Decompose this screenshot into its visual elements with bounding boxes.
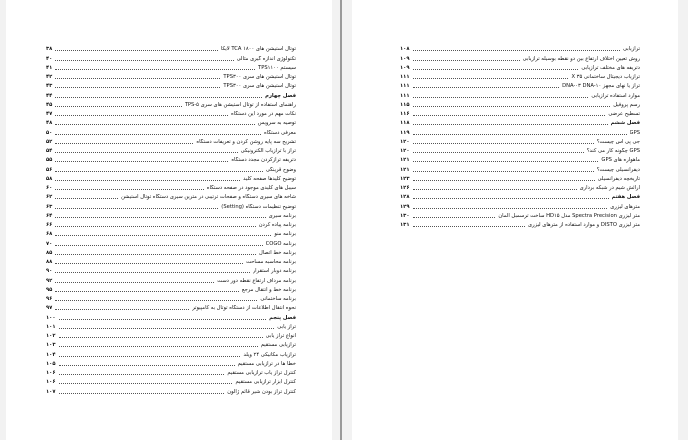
dot-leader [413, 106, 611, 107]
dot-leader [55, 69, 255, 70]
dot-leader [55, 282, 214, 283]
dot-leader [55, 87, 220, 88]
toc-entry-title: سیبل های کلیدی موجود در صفحه دستگاه [206, 185, 296, 191]
toc-entry-title: راهنمای استفاده از توتال استیشن های سری TPS-۵ [184, 101, 296, 108]
dot-leader [413, 124, 608, 125]
toc-entry [46, 192, 296, 201]
chapter-heading-entry [400, 192, 640, 201]
toc-page-number: ۴۸ [46, 120, 53, 127]
dot-leader [59, 346, 258, 347]
toc-entry [46, 164, 296, 173]
toc-page-number: ۶۸ [46, 231, 53, 238]
toc-entry-title: ارائش شیم در شبکه برداری [579, 185, 640, 191]
dot-leader [55, 217, 265, 218]
toc-entry-title: توتال استیشن های سری TPS۳۰۰ [223, 74, 296, 80]
toc-entry [46, 386, 296, 395]
toc-page-number: ۱۱۱ [400, 83, 410, 90]
toc-entry [46, 349, 296, 358]
toc-entry [46, 294, 296, 303]
toc-entry-title: فصل ششم [610, 120, 640, 127]
toc-page-number: ۱۲۰ [400, 148, 410, 154]
dot-leader [55, 208, 218, 209]
dot-leader [59, 393, 225, 394]
toc-entry-title: انواع تراز یابی [265, 333, 296, 339]
toc-entry-title: برنامه خط اتصال [258, 249, 296, 256]
toc-entry-title: جی پی اس چیست؟ [596, 138, 640, 145]
toc-page-number: ۵۶ [46, 166, 53, 173]
toc-page-number: ۱۲۸ [400, 194, 410, 201]
toc-page-number: ۷۰ [46, 240, 53, 247]
dot-leader [55, 226, 255, 227]
toc-page-number: ۴۴ [46, 92, 53, 99]
toc-page-number: ۸۸ [46, 259, 53, 265]
toc-page-number: ۹۶ [46, 296, 53, 302]
toc-entry [46, 81, 296, 90]
dot-leader [413, 180, 595, 181]
toc-entry-title: کنترل تراز بودن شیر قائم ژالون [227, 388, 296, 395]
toc-entry [46, 155, 296, 164]
toc-entry-title: دتریفه ترازکردن مجدد دستگاه [231, 157, 296, 164]
dot-leader [413, 87, 560, 88]
dot-leader [413, 217, 496, 218]
toc-entry [46, 377, 296, 386]
toc-entry-title: GPS چگونه کار می کند؟ [586, 148, 640, 154]
toc-entry [46, 137, 296, 146]
toc-entry [46, 238, 296, 247]
dot-leader [55, 291, 239, 292]
dot-leader [55, 180, 240, 181]
dot-leader [413, 97, 589, 98]
right-toc [400, 44, 640, 229]
dot-leader [413, 161, 599, 162]
toc-entry-title: موارد استفاده ترازیابی [591, 92, 640, 99]
dot-leader [59, 365, 235, 366]
dot-leader [55, 245, 262, 246]
toc-entry [46, 211, 296, 220]
dot-leader [55, 235, 271, 236]
toc-page-number: ۱۱۹ [400, 129, 410, 136]
toc-page-number: ۶۴ [46, 212, 53, 219]
right-page [352, 0, 678, 440]
dot-leader [55, 198, 118, 199]
dot-leader [55, 309, 189, 310]
toc-entry-title: ترازیابی مستقیم [260, 342, 296, 349]
toc-page-number: ۱۲۶ [400, 185, 410, 191]
toc-entry-title: نحوه انتقال اطلاعات از دستگاه توتال به کامپیوتر [192, 305, 296, 312]
dot-leader [55, 97, 262, 98]
toc-entry-title: فصل چهارم [265, 92, 296, 99]
toc-entry [46, 303, 296, 312]
toc-entry-title: تراز یا نهای مجهز DNA-۰۳ DNA-۱۰ [562, 83, 640, 90]
toc-entry-title: GPS [629, 129, 640, 136]
dot-leader [59, 374, 225, 375]
toc-entry-title: خطا ها در ترازیابی مستقیم [237, 360, 296, 367]
toc-entry-title: برنامه COGO [265, 240, 296, 247]
toc-entry [400, 201, 640, 210]
dot-leader [55, 161, 228, 162]
chapter-heading-entry [46, 90, 296, 99]
dot-leader [55, 106, 181, 107]
toc-page-number: ۵۸ [46, 175, 53, 182]
toc-entry-title: تسطیح عرضی [608, 111, 640, 117]
toc-entry [46, 118, 296, 127]
toc-entry [400, 72, 640, 81]
toc-entry [400, 44, 640, 53]
toc-entry [46, 72, 296, 81]
toc-page-number: ۵۵ [46, 157, 53, 164]
toc-entry-title: سیستم TPS۱۱۰۰ [258, 64, 296, 71]
toc-page-number: ۱۱۱ [400, 74, 410, 80]
toc-entry [46, 275, 296, 284]
toc-entry-title: رسم پروفیل [613, 101, 640, 108]
dot-leader [55, 300, 257, 301]
dot-leader [55, 152, 237, 153]
toc-page-number: ۱۰۶ [46, 379, 56, 386]
toc-entry [46, 183, 296, 192]
toc-entry [46, 201, 296, 210]
dot-leader [413, 50, 620, 51]
dot-leader [55, 78, 220, 79]
toc-page-number: ۵۲ [46, 138, 53, 145]
toc-entry-title: برنامه دوبار استقرار [252, 268, 296, 275]
dot-leader [413, 226, 526, 227]
dot-leader [55, 60, 233, 61]
toc-entry [400, 164, 640, 173]
toc-entry [46, 229, 296, 238]
toc-page-number: ۱۰۸ [400, 46, 410, 53]
toc-page-number: ۱۲۹ [400, 203, 410, 210]
toc-entry-title: توصیه به سرویس [257, 120, 296, 127]
toc-entry-title: برنامه محاسبه مساحت [246, 259, 296, 265]
toc-entry-title: کنترل ابزار ترازیابی مستقیم [235, 379, 296, 386]
toc-entry [46, 63, 296, 72]
toc-page-number: ۱۱۸ [400, 120, 410, 127]
toc-entry [400, 100, 640, 109]
left-toc [46, 44, 296, 396]
toc-entry [46, 53, 296, 62]
toc-entry-title: مترهای لیزری [610, 203, 640, 210]
dot-leader [413, 208, 608, 209]
toc-entry-title: برنامه ساختمانی [260, 296, 296, 302]
toc-entry-title: توضیح کلیدها صفحه کلید [243, 175, 296, 182]
toc-entry [46, 220, 296, 229]
toc-entry [46, 322, 296, 331]
dot-leader [55, 263, 243, 264]
dot-leader [55, 171, 263, 172]
toc-page-number: ۱۱۵ [400, 101, 410, 108]
left-page [6, 0, 332, 440]
toc-entry [400, 137, 640, 146]
toc-entry-title: برنامه منو [274, 231, 296, 238]
toc-page-number: ۱۰۳ [46, 342, 56, 349]
toc-page-number: ۱۰۰ [46, 314, 56, 321]
toc-entry-title: توضیح تنظیمات دستگاه (Setting) [221, 203, 296, 210]
dot-leader [413, 115, 606, 116]
toc-entry-title: تراز با ترازیاب الکترونیکی [240, 148, 296, 154]
dot-leader [59, 383, 233, 384]
toc-entry [46, 127, 296, 136]
toc-entry [46, 109, 296, 118]
toc-page-number: ۱۰۹ [400, 64, 410, 71]
toc-entry [400, 90, 640, 99]
toc-entry [46, 100, 296, 109]
dot-leader [413, 143, 594, 144]
toc-entry [46, 266, 296, 275]
dot-leader [413, 171, 594, 172]
toc-entry-title: معرفی دستگاه [264, 129, 296, 136]
toc-page-number: ۹۷ [46, 305, 53, 312]
toc-page-number: ۱۲۱ [400, 166, 410, 173]
toc-entry-title: توتال استیشن های TCA ۱۸۰۰ لایکا [220, 46, 296, 53]
dot-leader [55, 115, 228, 116]
toc-entry-title: توتال استیشن های سری TPS۳۰۰ [223, 83, 296, 90]
toc-entry [400, 109, 640, 118]
dot-leader [59, 328, 275, 329]
toc-entry [400, 183, 640, 192]
toc-entry [46, 331, 296, 340]
dot-leader [55, 124, 254, 125]
chapter-heading-entry [400, 118, 640, 127]
toc-page-number: ۶۶ [46, 222, 53, 228]
dot-leader [55, 189, 203, 190]
toc-entry [46, 368, 296, 377]
toc-entry-title: متر لیزری Spectra Precision مدل HD۱۵ ساخت ترسمبل آلمان [498, 212, 640, 219]
toc-entry [46, 44, 296, 53]
toc-entry [400, 155, 640, 164]
toc-page-number: ۶۲ [46, 194, 53, 201]
toc-entry [400, 220, 640, 229]
toc-page-number: ۱۰۷ [46, 388, 56, 395]
toc-entry-title: تراز یابی [277, 323, 296, 330]
toc-entry-title: فصل هفتم [611, 194, 640, 201]
dot-leader [59, 337, 263, 338]
toc-entry-title: برنامه سیری [268, 212, 296, 219]
toc-page-number: ۴۵ [46, 101, 53, 108]
toc-page-number: ۱۰۲ [46, 333, 56, 339]
toc-entry [400, 81, 640, 90]
toc-page-number: ۴۷ [46, 111, 53, 117]
toc-page-number: ۶۳ [46, 203, 53, 210]
dot-leader [59, 319, 267, 320]
toc-entry-title: ترازیابی [622, 46, 640, 53]
toc-entry-title: کنترل تراز یاب ترازیابی مستقیم [227, 370, 296, 376]
toc-entry-title: تکنولوژی اندازه گیری مثالی [236, 55, 296, 62]
toc-page-number: ۱۲۳ [400, 175, 410, 182]
dot-leader [59, 356, 241, 357]
toc-entry-title: برنامه مرداف ارتفاع نقطه دور دست [217, 277, 296, 284]
dot-leader [413, 78, 569, 79]
toc-page-number: ۵۴ [46, 148, 53, 154]
toc-page-number: ۹۰ [46, 268, 53, 275]
toc-page-number: ۱۰۹ [400, 55, 410, 62]
toc-entry [400, 63, 640, 72]
toc-entry-title: شاخه های سیری دستگاه و صفحات ترتیبی در مترین سیری دستگاه توتال استیشن [121, 194, 296, 201]
toc-page-number: ۱۱۱ [400, 92, 410, 99]
dot-leader [55, 143, 193, 144]
toc-page-number: ۸۵ [46, 249, 53, 256]
toc-entry-title: وضوح قرینگی [265, 166, 296, 173]
toc-page-number: ۹۵ [46, 286, 53, 293]
chapter-heading-entry [46, 312, 296, 321]
toc-entry-title: دیفرانسیلی چیست؟ [596, 166, 640, 173]
toc-page-number: ۱۰۴ [46, 351, 56, 358]
toc-entry [46, 248, 296, 257]
dot-leader [55, 254, 256, 255]
toc-entry [46, 257, 296, 266]
page-divider [340, 0, 342, 440]
toc-page-number: ۴۲ [46, 74, 53, 80]
toc-entry-title: برنامه خط و انتقال مرجع [241, 286, 296, 293]
toc-page-number: ۱۳۰ [400, 212, 410, 219]
toc-page-number: ۱۲۰ [400, 138, 410, 145]
dot-leader [413, 152, 584, 153]
toc-entry-title: متر لیزری DISTO و موارد استفاده از مترهای لیزری [528, 222, 640, 228]
toc-page-number: ۹۲ [46, 277, 53, 284]
toc-entry-title: برنامه پیاده کردن [258, 222, 296, 228]
toc-entry-title: دتریفه های مختلف ترازیابی [581, 64, 640, 71]
toc-entry [400, 211, 640, 220]
dot-leader [55, 272, 249, 273]
toc-page-number: ۱۱۶ [400, 111, 410, 117]
toc-page-number: ۱۳۱ [400, 222, 410, 228]
dot-leader [413, 198, 609, 199]
toc-page-number: ۵۰ [46, 129, 53, 136]
dot-leader [413, 189, 577, 190]
dot-leader [55, 50, 218, 51]
toc-entry-title: فصل پنجم [269, 314, 296, 321]
dot-leader [413, 60, 520, 61]
toc-page-number: ۱۰۵ [46, 360, 56, 367]
toc-page-number: ۱۲۱ [400, 157, 410, 164]
toc-entry-title: تشریح سه پایه روشن کردن و تعریفات دستگاه [196, 138, 296, 145]
toc-entry [400, 146, 640, 155]
toc-page-number: ۱۰۱ [46, 323, 56, 330]
toc-entry-title: ترازیاب مکانیکی ۲۴ ویلد [243, 351, 296, 358]
toc-entry [400, 127, 640, 136]
toc-entry-title: ترازیاب دیجیتال ساختمانی ۳۵ X [571, 74, 640, 80]
toc-entry [46, 285, 296, 294]
toc-page-number: ۴۳ [46, 83, 53, 90]
toc-page-number: ۴۰ [46, 55, 53, 62]
dot-leader [413, 69, 579, 70]
toc-entry-title: روش تعیین اختلاف ارتفاع بین دو نقطه بوسیله ترازیابی [522, 55, 640, 62]
toc-entry-title: ماهواره های GPS [601, 157, 640, 164]
toc-entry [46, 359, 296, 368]
toc-page-number: ۶۰ [46, 185, 53, 191]
dot-leader [55, 134, 261, 135]
toc-entry [46, 146, 296, 155]
toc-page-number: ۳۸ [46, 46, 53, 53]
toc-entry [400, 53, 640, 62]
toc-entry [46, 340, 296, 349]
toc-page-number: ۱۰۶ [46, 370, 56, 376]
toc-entry-title: تاریخچه دیفرانسیلی [597, 175, 640, 182]
dot-leader [413, 134, 627, 135]
toc-entry [400, 174, 640, 183]
toc-entry-title: نکات مهم در مورد این دستگاه [231, 111, 296, 117]
toc-entry [46, 174, 296, 183]
toc-page-number: ۴۱ [46, 64, 53, 71]
